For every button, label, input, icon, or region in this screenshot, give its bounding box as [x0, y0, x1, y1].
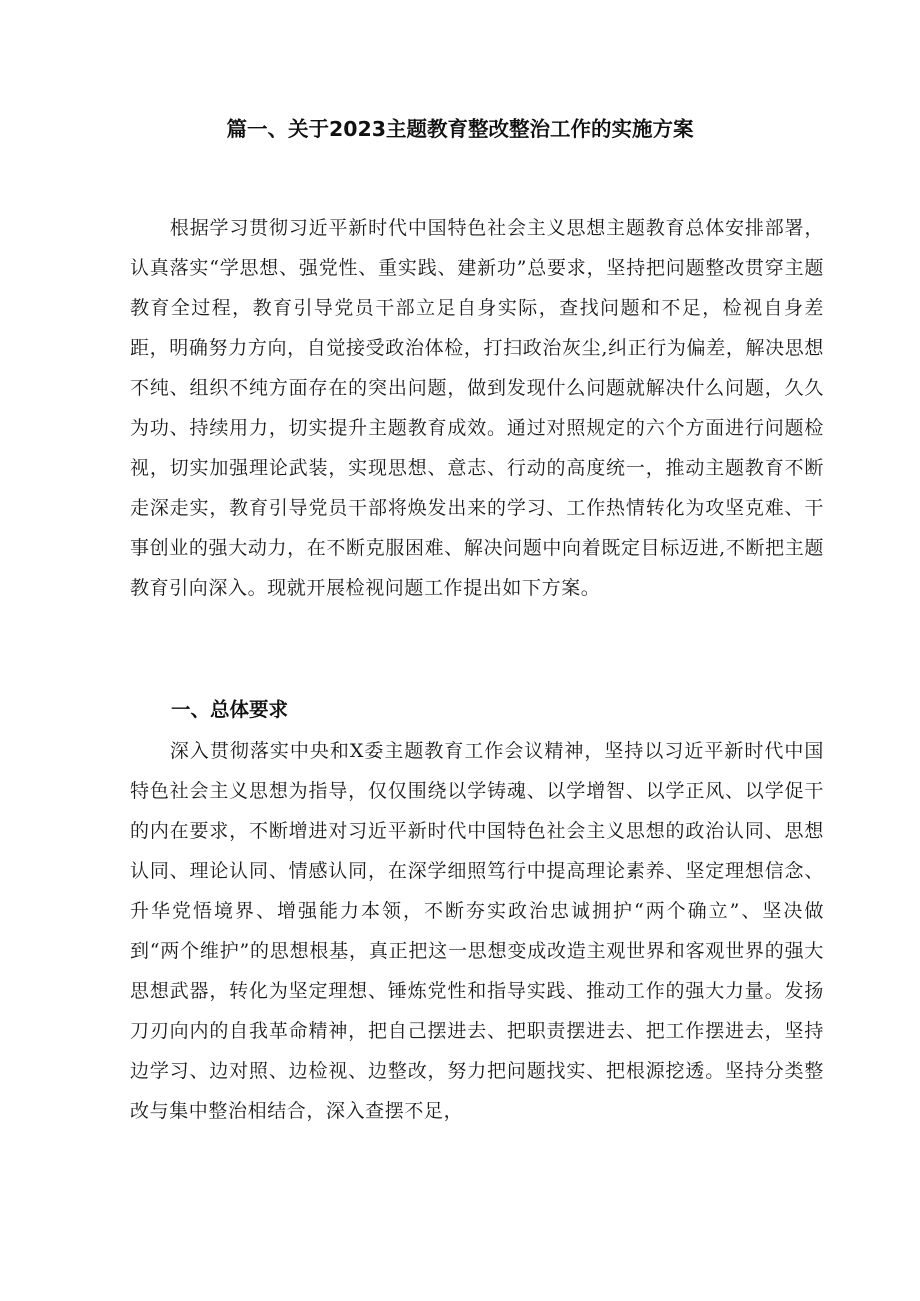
section-paragraph: 深入贯彻落实中央和X委主题教育工作会议精神，坚持以习近平新时代中国特色社会主义思想为指导，仅仅围绕以学铸魂、以学增智、以学正风、以学促干的内在要求，不断增进对习近平新时代中国特色社会主义思想的政治认同、思想认同、理论认同、情感认同，在深学细照笃行中提高理论素养、坚定理想信念、升华党悟境界、增强能力本领，不断夯实政治忠诚拥护“两个确立”、坚决做到“两个维护”的思想根基，真正把这一思想变成改造主观世界和客观世界的强大思想武器，转化为坚定理想、锤炼党性和指导实践、推动工作的强大力量。发扬刀刃向内的自我革命精神，把自己摆进去、把职责摆进去、把工作摆进去，坚持边学习、边对照、边检视、边整改，努力把问题找实、把根源挖透。坚持分类整改与集中整治相结合，深入查摆不足，: [130, 740, 824, 1122]
intro-paragraph: 根据学习贯彻习近平新时代中国特色社会主义思想主题教育总体安排部署，认真落实“学思想、强党性、重实践、建新功”总要求，坚持把问题整改贯穿主题教育全过程，教育引导党员干部立足自身实际，查找问题和不足，检视自身差距，明确努力方向，自觉接受政治体检，打扫政治灰尘,纠正行为偏差，解决思想不纯、组织不纯方面存在的突出问题，做到发现什么问题就解决什么问题，久久为功、持续用力，切实提升主题教育成效。通过对照规定的六个方面进行问题检视，切实加强理论武装，实现思想、意志、行动的高度统一，推动主题教育不断走深走实，教育引导党员干部将焕发出来的学习、工作热情转化为攻坚克难、干事创业的强大动力，在不断克服困难、解决问题中向着既定目标迈进,不断把主题教育引向深入。现就开展检视问题工作提出如下方案。: [130, 217, 824, 599]
document-title: 篇一、关于2023主题教育整改整治工作的实施方案: [226, 117, 694, 141]
section-heading: 一、总体要求: [170, 698, 288, 721]
